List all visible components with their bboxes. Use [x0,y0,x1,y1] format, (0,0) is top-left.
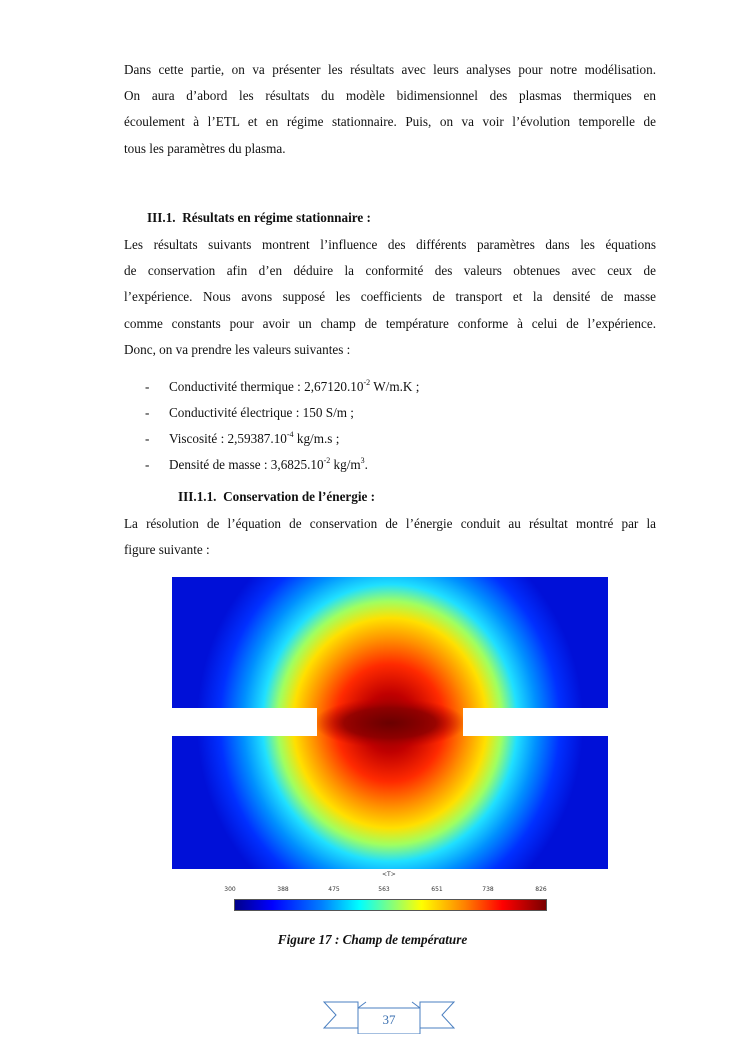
section-number: III.1. [147,210,176,225]
colorbar-tick: 826 [535,886,547,893]
list-item: - Conductivité électrique : 150 S/m ; [145,405,354,420]
subsection-line: La résolution de l’équation de conservation de l’énergie conduit au résultat montré par la [124,516,656,531]
section-line: comme constants pour avoir un champ de température conforme à celui de l’expérience. [124,315,656,331]
colorbar-tick: 738 [482,886,494,893]
intro-line: Dans cette partie, on va présenter les résultats avec leurs analyses pour notre modélisation. [124,62,656,77]
figure-caption: Figure 17 : Champ de température [277,932,468,947]
list-item: - Densité de masse : $3,6825.10^{-2}$ $kg/m^3$. [145,456,368,472]
parameter-list [145,374,419,478]
colorbar [234,899,547,911]
page-number: 37 [382,1012,396,1027]
list-item: - Conductivité thermique : $2,67120.10^{-2}$ W/m.K ; [145,378,420,394]
subsection-heading [178,489,375,505]
section-heading [147,210,371,226]
colorbar-title: <T> [382,871,396,878]
intro-line: tous les paramètres du plasma. [124,140,286,156]
section-line: de conservation afin d’en déduire la conformité des valeurs obtenues avec ceux de [124,263,656,279]
intro-line: On aura d’abord les résultats du modèle bidimensionnel des plasmas thermiques en [124,88,656,104]
subsection-title: Conservation de l’énergie : [223,489,376,504]
section-line: Donc, on va prendre les valeurs suivantes : [124,341,351,357]
colorbar-tick: 475 [328,886,340,893]
section-title: Résultats en régime stationnaire : [182,210,371,225]
section-paragraph [124,232,656,363]
list-item: - Viscosité : $2,59387.10^{-4}$ kg/m.s ; [145,430,340,446]
subsection-line: figure suivante : [124,542,210,558]
temperature-field-image [172,577,608,869]
colorbar-tick: 563 [378,886,390,893]
intro-line: écoulement à l’ETL et en régime stationnaire. Puis, on va voir l’évolution temporelle de [124,114,656,130]
section-line: Les résultats suivants montrent l’influence des différents paramètres dans les équations [124,237,656,252]
section-line: l’expérience. Nous avons supposé les coefficients de transport et la densité de masse [124,289,656,305]
colorbar-tick: 300 [224,886,236,893]
colorbar-tick: 388 [277,886,289,893]
subsection-paragraph [124,511,656,563]
colorbar-ticks [226,886,546,896]
colorbar-tick: 651 [431,886,443,893]
subsection-number: III.1.1. [178,489,217,504]
intro-paragraph [124,57,656,162]
